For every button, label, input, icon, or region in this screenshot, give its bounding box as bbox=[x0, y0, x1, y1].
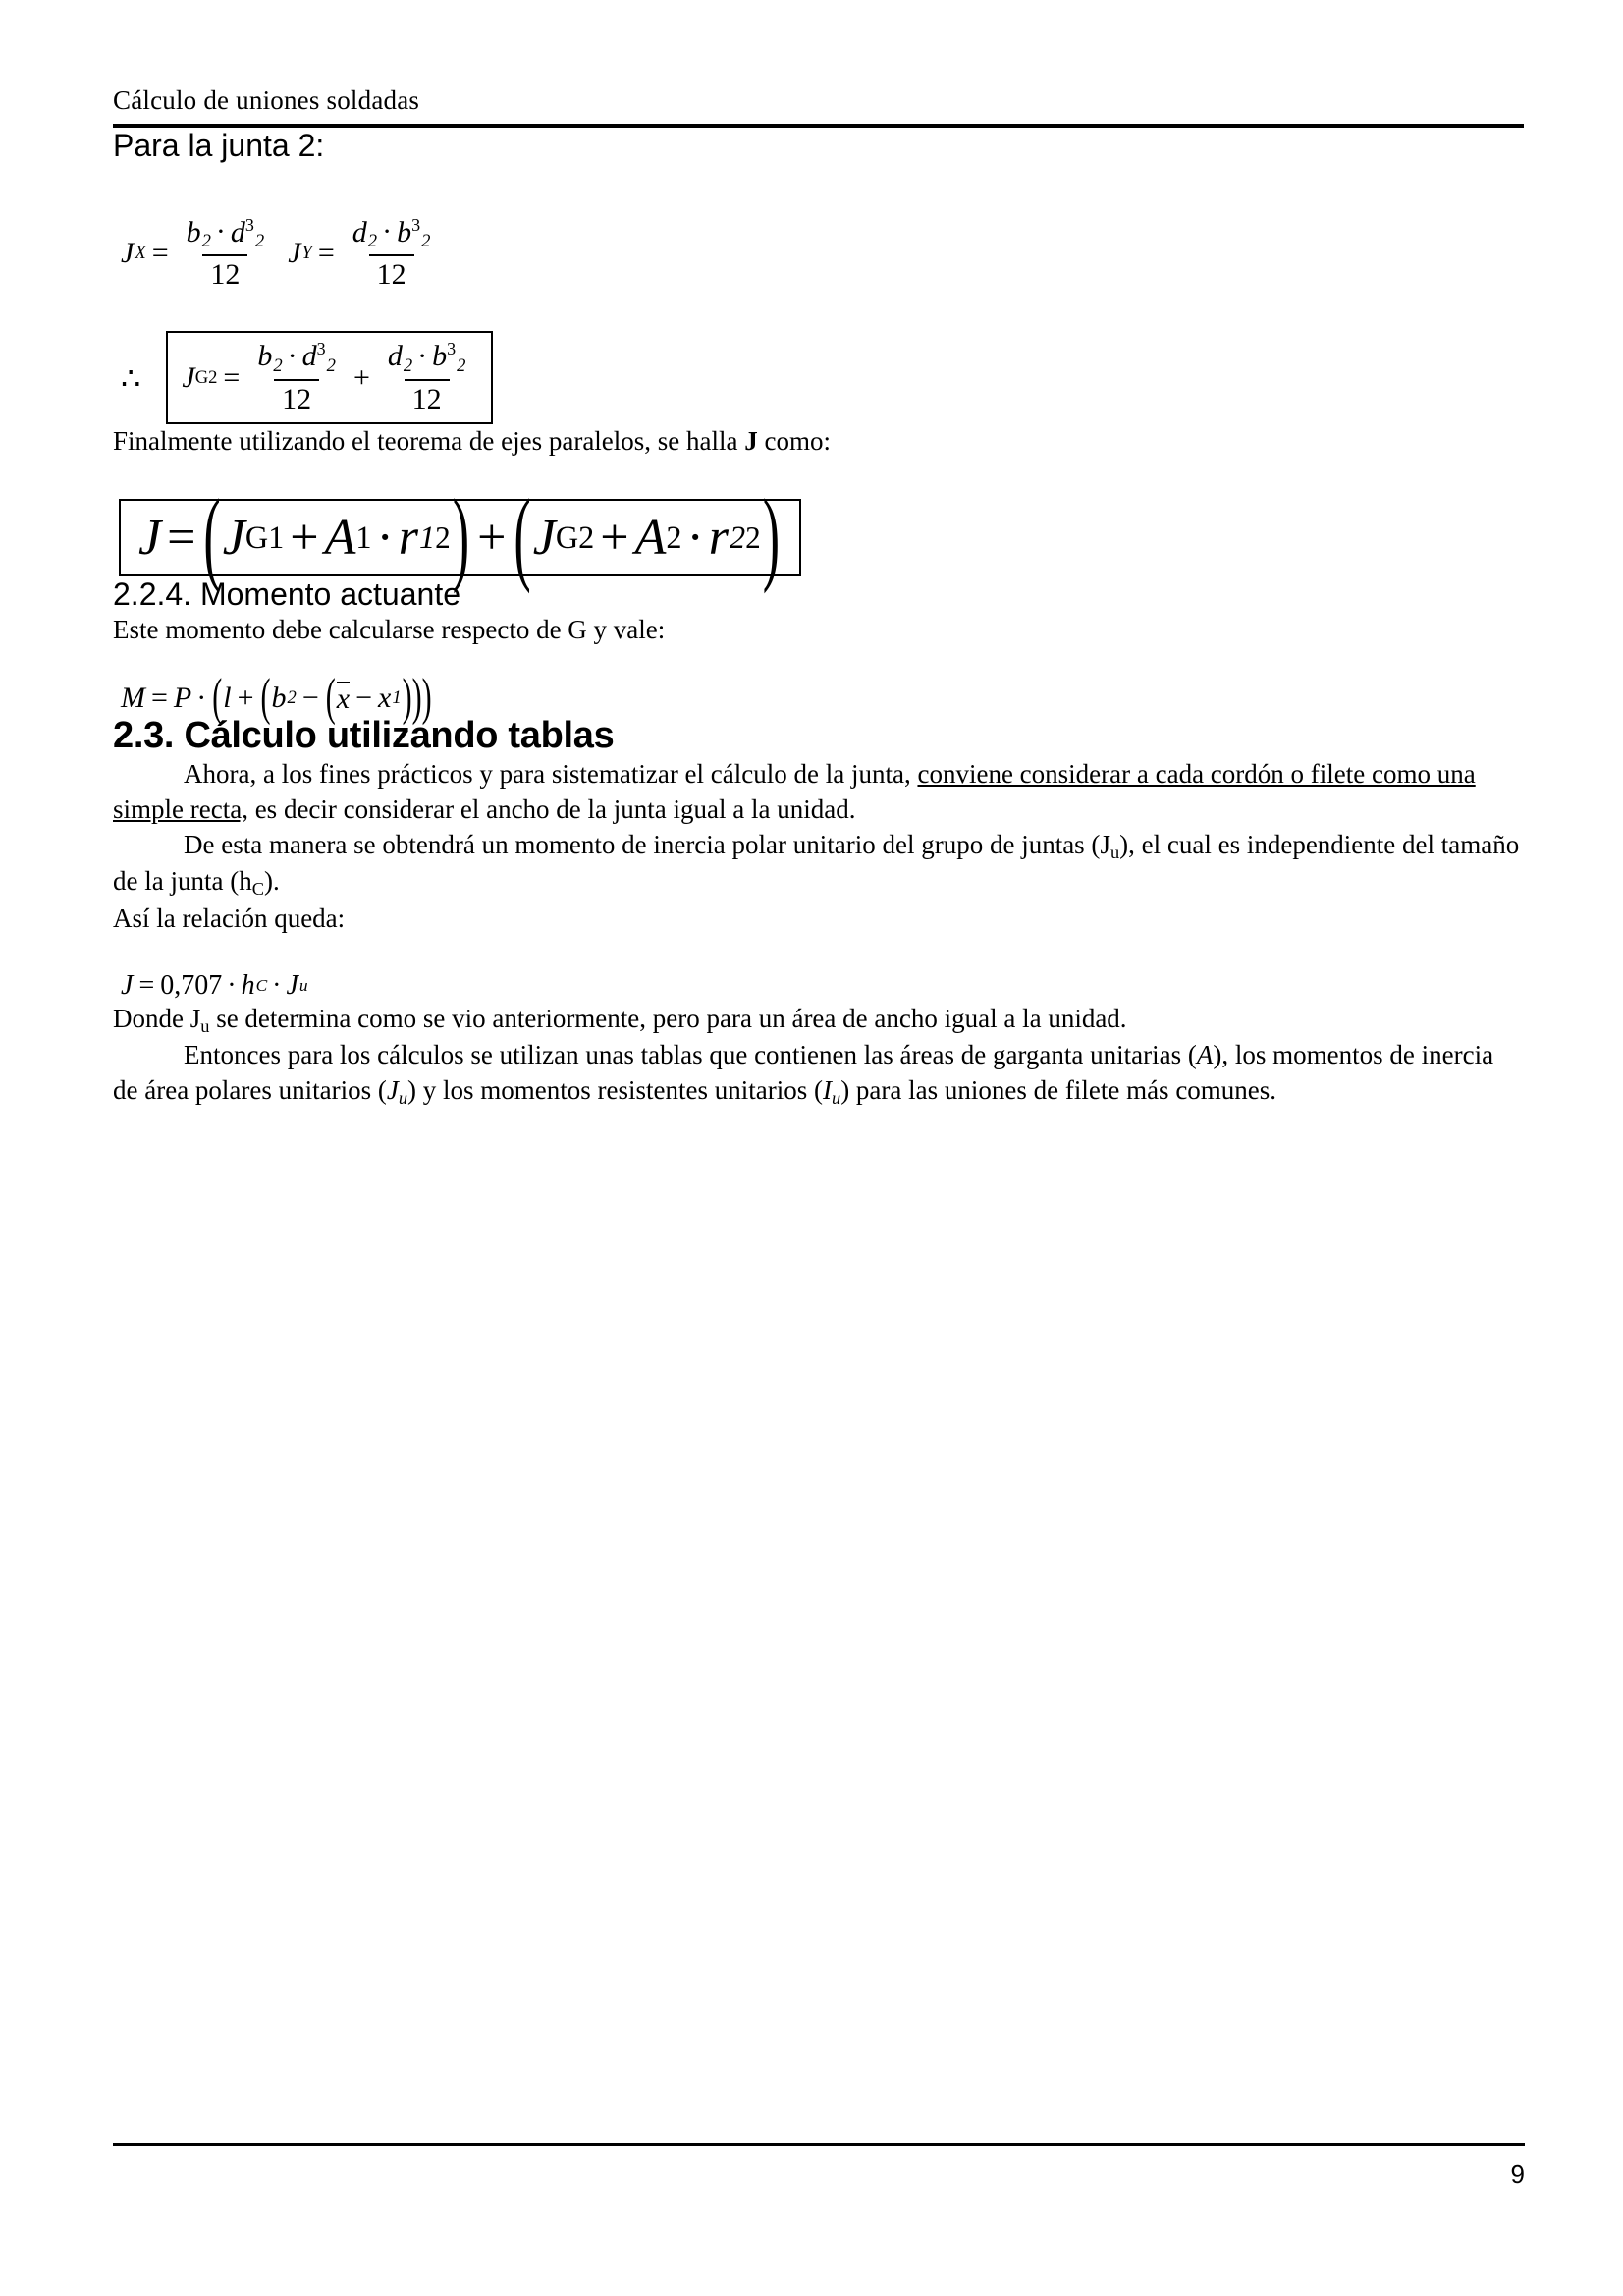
var-x1: x bbox=[377, 681, 392, 714]
symbol-ju: J bbox=[189, 1003, 201, 1033]
page-number: 9 bbox=[1510, 2159, 1525, 2189]
symbol-ju: J bbox=[386, 1075, 399, 1106]
symbol-hc: h bbox=[239, 866, 252, 897]
fraction-numerator bbox=[345, 215, 439, 255]
text-part: ) y los momentos resistentes unitarios ( bbox=[407, 1075, 823, 1106]
var-d-subscript: 2 bbox=[403, 355, 413, 377]
var-h-subscript: C bbox=[255, 975, 268, 995]
right-paren: ) bbox=[452, 480, 470, 595]
fraction-denominator: 12 bbox=[202, 254, 247, 292]
var-b-subscript: 2 bbox=[421, 231, 431, 252]
dot-operator-1: · bbox=[227, 969, 237, 1001]
var-p: P bbox=[173, 681, 192, 714]
equals-sign: = bbox=[151, 681, 168, 714]
equals-sign: = bbox=[151, 237, 169, 270]
var-b-superscript: 3 bbox=[447, 339, 457, 359]
var-d-superscript: 3 bbox=[244, 214, 254, 235]
fraction-numerator bbox=[179, 215, 273, 255]
heading-momento-actuante: 2.2.4. Momento actuante bbox=[113, 576, 460, 613]
var-d: d bbox=[230, 215, 245, 248]
fraction-denominator: 12 bbox=[405, 379, 450, 416]
equation-jg2-lhs: J bbox=[182, 360, 195, 394]
symbol-ju-subscript: u bbox=[398, 1088, 408, 1109]
var-h: h bbox=[241, 969, 255, 1001]
footer-divider bbox=[113, 2143, 1525, 2146]
fraction-numerator bbox=[380, 339, 474, 379]
right-parens: ))) bbox=[402, 669, 432, 726]
fraction-jy bbox=[345, 215, 439, 293]
var-jg2: J bbox=[532, 510, 556, 567]
minus-sign-2: − bbox=[355, 681, 372, 714]
var-b-subscript: 2 bbox=[273, 355, 283, 377]
page-content bbox=[113, 0, 1525, 1111]
fraction-denominator: 12 bbox=[274, 379, 319, 416]
var-a1: A bbox=[324, 510, 356, 567]
equation-moment-lhs: M bbox=[121, 681, 145, 714]
text-part: Donde bbox=[113, 1003, 190, 1033]
equation-jg2-row bbox=[121, 331, 1525, 424]
paragraph-de-esta-manera bbox=[113, 828, 1525, 902]
paragraph-este-momento: Este momento debe calcularse respecto de G y vale: bbox=[113, 615, 666, 645]
var-d-subscript: 2 bbox=[326, 355, 336, 377]
var-b-subscript: 2 bbox=[457, 355, 466, 377]
bold-j: J bbox=[744, 426, 758, 457]
equation-moment bbox=[121, 669, 433, 726]
symbol-iu: I bbox=[823, 1075, 832, 1106]
heading-calculo-tablas: 2.3. Cálculo utilizando tablas bbox=[113, 714, 615, 756]
var-b2: b bbox=[271, 681, 287, 714]
dot-operator: · bbox=[215, 215, 226, 248]
page-header bbox=[113, 0, 1525, 128]
header-title: Cálculo de uniones soldadas bbox=[113, 85, 420, 115]
minus-sign: − bbox=[301, 681, 319, 714]
text-part: Ahora, a los fines prácticos y para sistematizar el cálculo de la junta, bbox=[184, 758, 918, 789]
var-a1-subscript: 1 bbox=[355, 519, 372, 556]
var-a2-subscript: 2 bbox=[666, 519, 682, 556]
left-paren-2: ( bbox=[514, 480, 531, 595]
dot-operator: · bbox=[196, 681, 207, 714]
var-jg1: J bbox=[222, 510, 245, 567]
equation-jx-lhs: J bbox=[121, 237, 135, 270]
text-part: ). bbox=[263, 866, 280, 897]
fraction-denominator: 12 bbox=[369, 254, 414, 292]
plus-sign-3: + bbox=[600, 510, 629, 567]
var-a2: A bbox=[634, 510, 667, 567]
var-x-bar: x bbox=[336, 683, 351, 716]
equals-sign: = bbox=[167, 510, 196, 567]
equals-sign: = bbox=[223, 360, 241, 394]
plus-sign: + bbox=[290, 510, 319, 567]
symbol-ju-subscript: u bbox=[1109, 842, 1120, 862]
plus-sign-2: + bbox=[477, 510, 507, 567]
symbol-hc-subscript: C bbox=[251, 879, 264, 900]
left-paren-2: ( bbox=[260, 669, 271, 726]
left-paren-1: ( bbox=[212, 669, 223, 726]
text-part: Entonces para los cálculos se utilizan unas tablas que contienen las áreas de garganta unitarias ( bbox=[184, 1040, 1197, 1070]
equation-jx-lhs-subscript: X bbox=[135, 243, 146, 264]
plus-sign: + bbox=[352, 360, 370, 394]
therefore-symbol: ∴ bbox=[121, 359, 141, 396]
equation-jx bbox=[121, 215, 276, 293]
text-part: ) para las uniones de filete más comunes. bbox=[840, 1075, 1277, 1106]
var-r2: r bbox=[708, 510, 730, 567]
text-part: Finalmente utilizando el teorema de ejes paralelos, se halla bbox=[113, 426, 745, 457]
var-d-superscript: 3 bbox=[316, 339, 326, 359]
var-d-subscript: 2 bbox=[254, 231, 265, 252]
symbol-iu-subscript: u bbox=[832, 1088, 841, 1109]
dot-operator: · bbox=[287, 340, 298, 373]
var-b: b bbox=[257, 340, 273, 373]
dot-operator-2: · bbox=[272, 969, 282, 1001]
dot-operator: · bbox=[382, 215, 393, 248]
dot-operator-2: · bbox=[686, 510, 704, 567]
var-r1: r bbox=[398, 510, 419, 567]
symbol-ju-subscript: u bbox=[200, 1015, 210, 1036]
plus-sign: + bbox=[237, 681, 254, 714]
equation-jg2-lhs-subscript: G2 bbox=[194, 366, 218, 388]
var-d: d bbox=[387, 340, 403, 373]
equation-jy-lhs: J bbox=[288, 237, 301, 270]
text-part: como: bbox=[757, 426, 832, 457]
var-jg2-subscript: G2 bbox=[555, 519, 595, 556]
var-l: l bbox=[223, 681, 232, 714]
var-d: d bbox=[301, 340, 317, 373]
var-r2-superscript: 2 bbox=[745, 519, 761, 555]
equation-j-hc-ju bbox=[121, 970, 308, 1002]
text-part: ), el cual es independiente del tamaño de la junta ( bbox=[113, 829, 1520, 897]
equation-jy-lhs-subscript: Y bbox=[301, 243, 312, 264]
var-r2-subscript: 2 bbox=[730, 519, 746, 556]
var-b: b bbox=[186, 215, 201, 248]
underlined-text: conviene considerar a cada cordón o filete como una simple recta, bbox=[113, 758, 1476, 824]
page-footer bbox=[113, 2143, 1525, 2190]
var-r1-superscript: 2 bbox=[435, 519, 451, 555]
var-r1-subscript: 1 bbox=[419, 519, 436, 556]
var-b: b bbox=[397, 215, 412, 248]
paragraph-ahora bbox=[113, 757, 1525, 828]
var-b2-subscript: 2 bbox=[287, 686, 297, 708]
fraction-term2 bbox=[380, 339, 474, 416]
var-b-subscript: 2 bbox=[201, 231, 211, 252]
equation-bigj-lhs: J bbox=[138, 510, 162, 567]
left-paren-3: ( bbox=[325, 669, 336, 726]
symbol-a: A bbox=[1196, 1040, 1214, 1070]
left-paren: ( bbox=[203, 480, 221, 595]
var-b: b bbox=[432, 340, 448, 373]
heading-para-la-junta: Para la junta 2: bbox=[113, 127, 325, 163]
var-d: d bbox=[352, 215, 367, 248]
paragraph-entonces bbox=[113, 1038, 1525, 1110]
text-part: es decir considerar el ancho de la junta igual a la unidad. bbox=[247, 793, 856, 824]
equals-sign: = bbox=[138, 969, 155, 1001]
boxed-equation-jg2 bbox=[166, 331, 493, 424]
symbol-ju: J bbox=[1100, 829, 1110, 859]
text-part: ), los momentos de inercia de área polares unitarios ( bbox=[113, 1040, 1494, 1106]
fraction-jx bbox=[179, 215, 273, 293]
var-x1-subscript: 1 bbox=[392, 686, 402, 708]
var-jg1-subscript: G1 bbox=[244, 519, 285, 556]
coefficient-0707: 0,707 bbox=[160, 969, 223, 1001]
paragraph-donde bbox=[113, 1002, 1525, 1039]
text-part: De esta manera se obtendrá un momento de inercia polar unitario del grupo de juntas ( bbox=[184, 829, 1101, 859]
equation-jy bbox=[288, 215, 442, 293]
equation-j-lhs: J bbox=[121, 969, 134, 1001]
var-b-superscript: 3 bbox=[411, 214, 421, 235]
dot-operator: · bbox=[417, 340, 428, 373]
var-d-subscript: 2 bbox=[367, 231, 378, 252]
var-ju-subscript: u bbox=[298, 975, 308, 995]
var-ju: J bbox=[286, 969, 298, 1001]
equals-sign: = bbox=[317, 237, 335, 270]
paragraph-finalmente bbox=[113, 424, 1525, 460]
fraction-term1 bbox=[249, 339, 344, 416]
right-paren-2: ) bbox=[762, 480, 781, 595]
fraction-numerator bbox=[249, 339, 344, 379]
paragraph-asi-relacion: Así la relación queda: bbox=[113, 902, 346, 933]
text-part: se determina como se vio anteriormente, pero para un área de ancho igual a la unidad. bbox=[209, 1003, 1127, 1033]
dot-operator: · bbox=[376, 510, 394, 567]
